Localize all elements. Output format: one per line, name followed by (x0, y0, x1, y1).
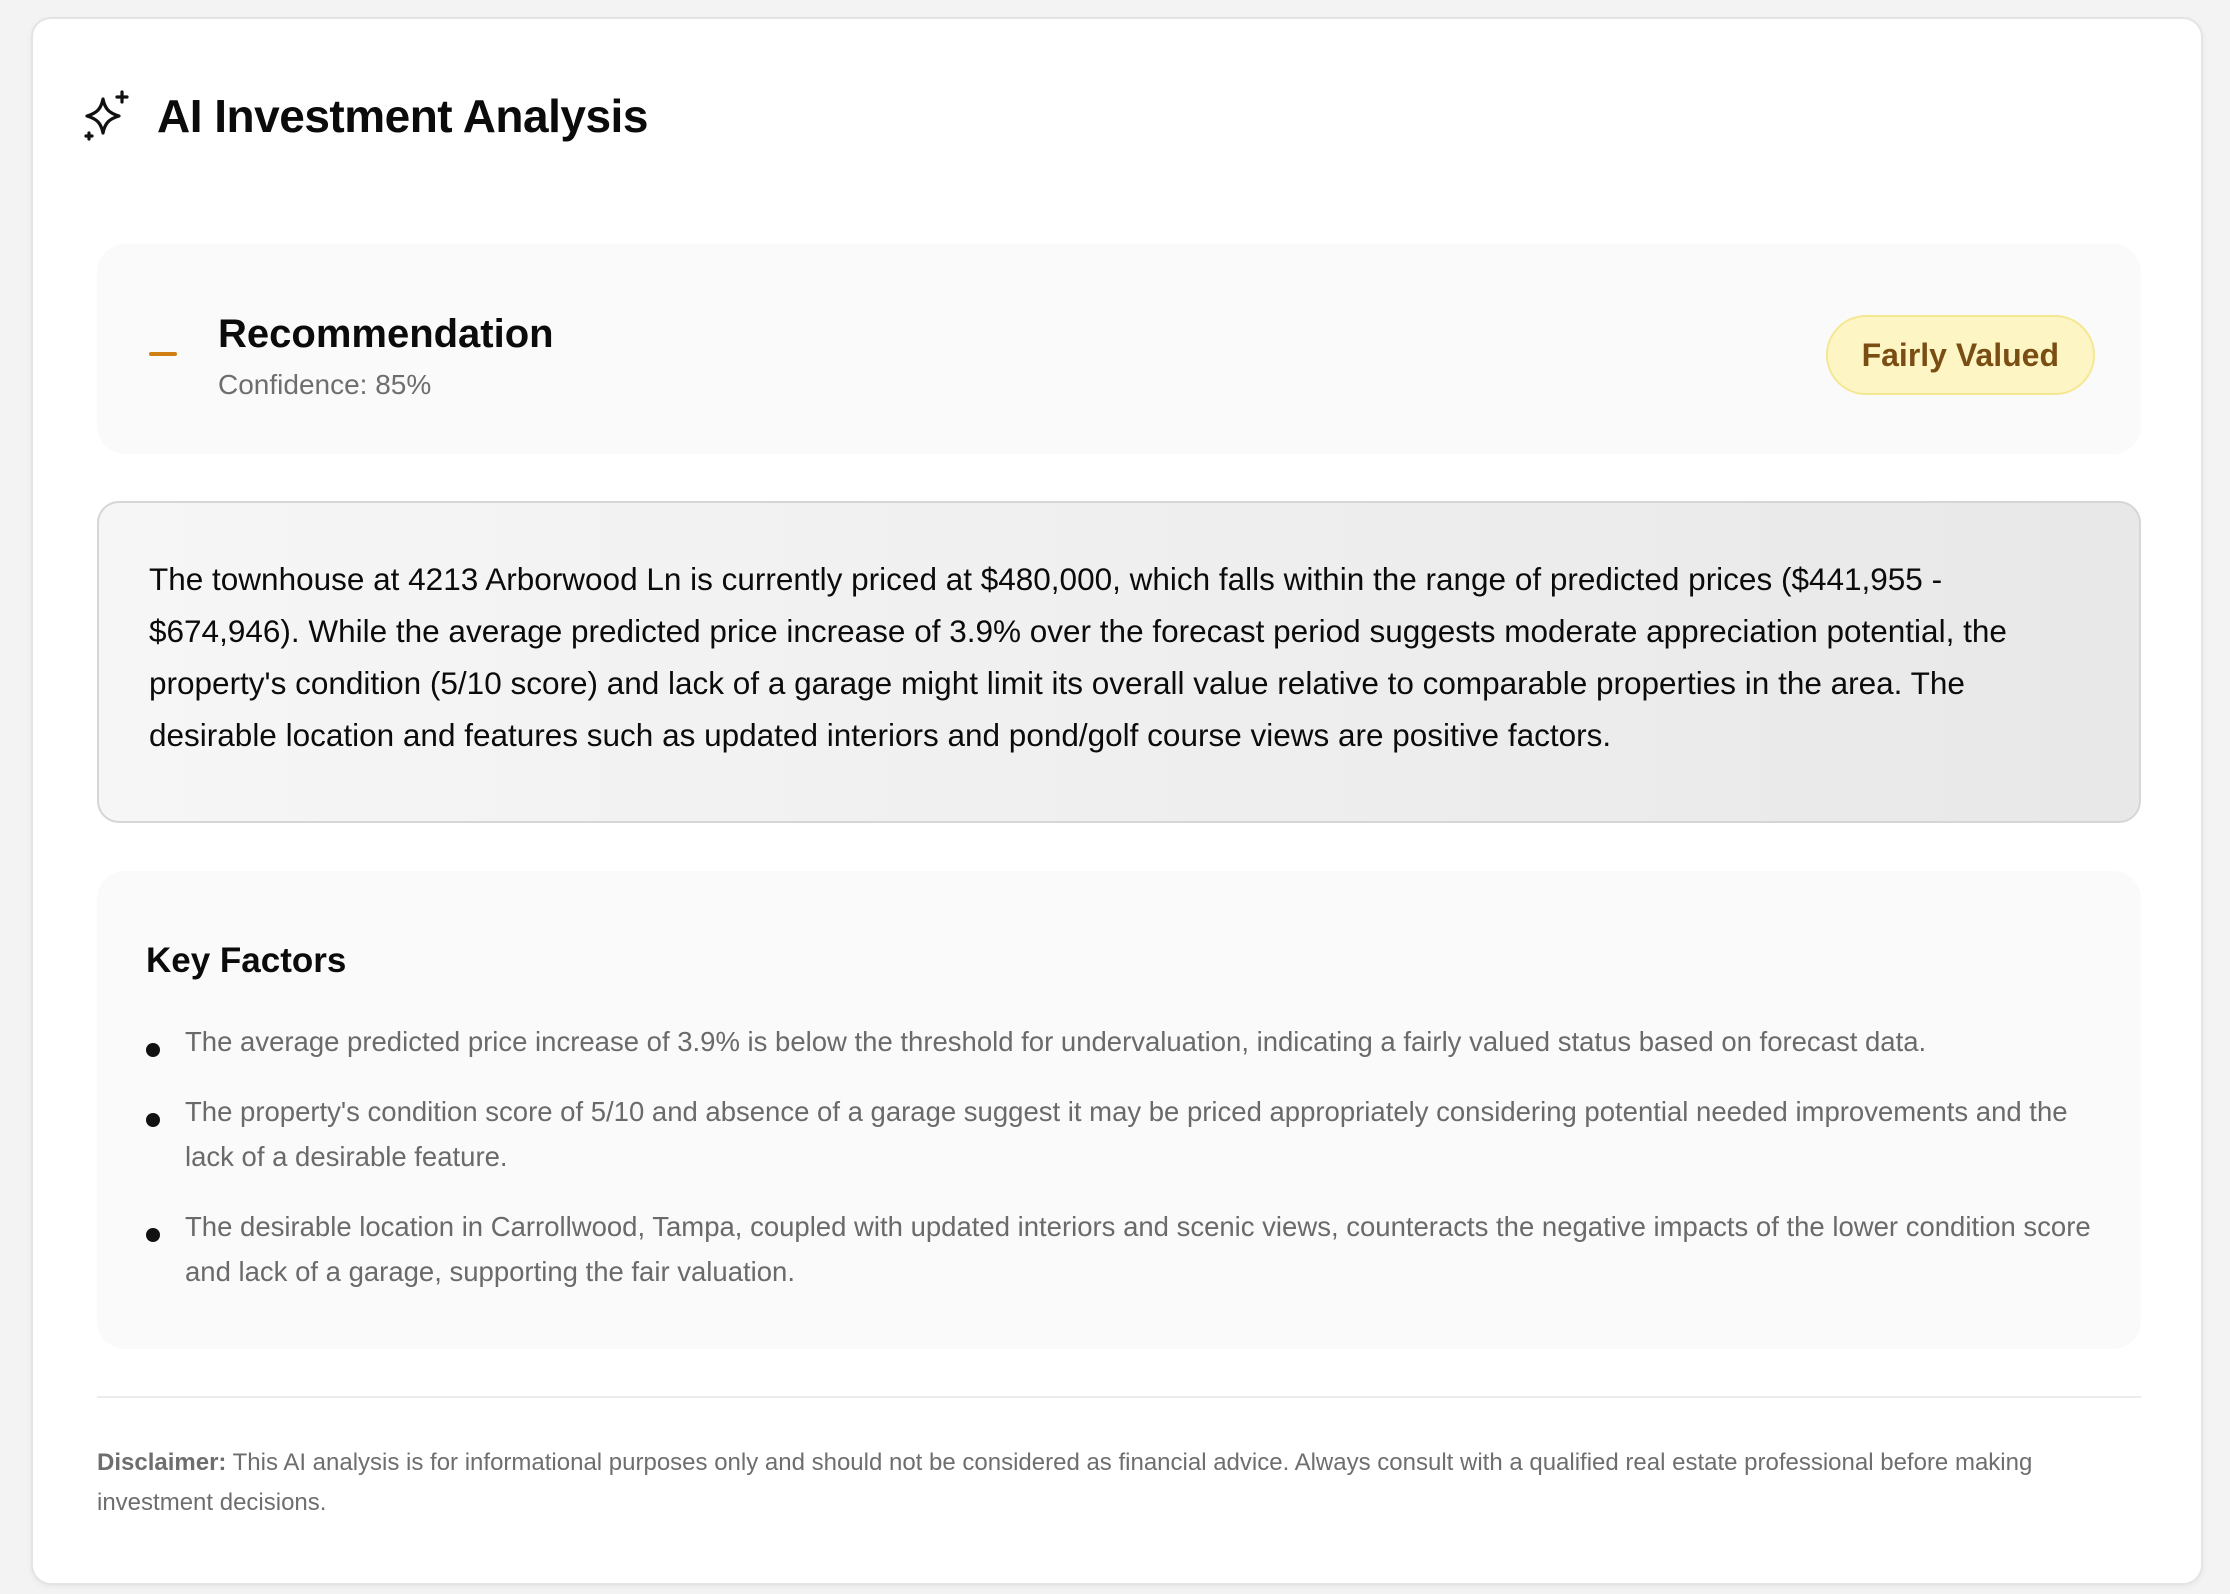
recommendation-panel (97, 244, 2141, 454)
factor-text: The average predicted price increase of 3.9% is below the threshold for undervaluation, indicating a fairly valued status based on forecast data. (185, 1026, 1927, 1057)
sparkles-icon (81, 89, 135, 143)
key-factors-list (146, 1019, 2096, 1319)
confidence-label: Confidence: 85% (218, 369, 432, 400)
disclaimer (97, 1443, 2127, 1523)
disclaimer-text: This AI analysis is for informational purposes only and should not be considered as financial advice. Always consult with a qualified real estate professional before making investment decisions. (97, 1449, 2033, 1516)
key-factors-panel (97, 871, 2141, 1349)
analysis-summary: The townhouse at 4213 Arborwood Ln is currently priced at $480,000, which falls within the range of predicted prices ($441,955 - $674,946). While the average predicted price increase of 3.9% over the forecast period suggests moderate appreciation potential, the property's condition (5/10 score) and lack of a garage might limit its overall value relative to comparable properties in the area. The desirable location and features such as updated interiors and pond/golf course views are positive factors. (97, 501, 2141, 823)
factor-text: The property's condition score of 5/10 and absence of a garage suggest it may be priced appropriately considering potential needed improvements and the lack of a desirable feature. (185, 1096, 2068, 1172)
bullet-icon (146, 1228, 160, 1242)
disclaimer-label: Disclaimer: (97, 1449, 227, 1476)
list-item (146, 1204, 2096, 1294)
minus-icon (149, 352, 177, 356)
key-factors-title: Key Factors (146, 941, 347, 980)
list-item (146, 1019, 2096, 1064)
card-header (81, 71, 648, 161)
ai-analysis-card (31, 17, 2203, 1585)
factor-text: The desirable location in Carrollwood, Tampa, coupled with updated interiors and scenic views, counteracts the negative impacts of the lower condition score and lack of a garage, supporting the fair valuation. (185, 1211, 2091, 1287)
bullet-icon (146, 1043, 160, 1057)
divider (97, 1396, 2141, 1398)
bullet-icon (146, 1113, 160, 1127)
valuation-status-badge: Fairly Valued (1826, 315, 2095, 395)
list-item (146, 1089, 2096, 1179)
recommendation-title: Recommendation (218, 312, 554, 356)
page-title: AI Investment Analysis (157, 90, 648, 142)
